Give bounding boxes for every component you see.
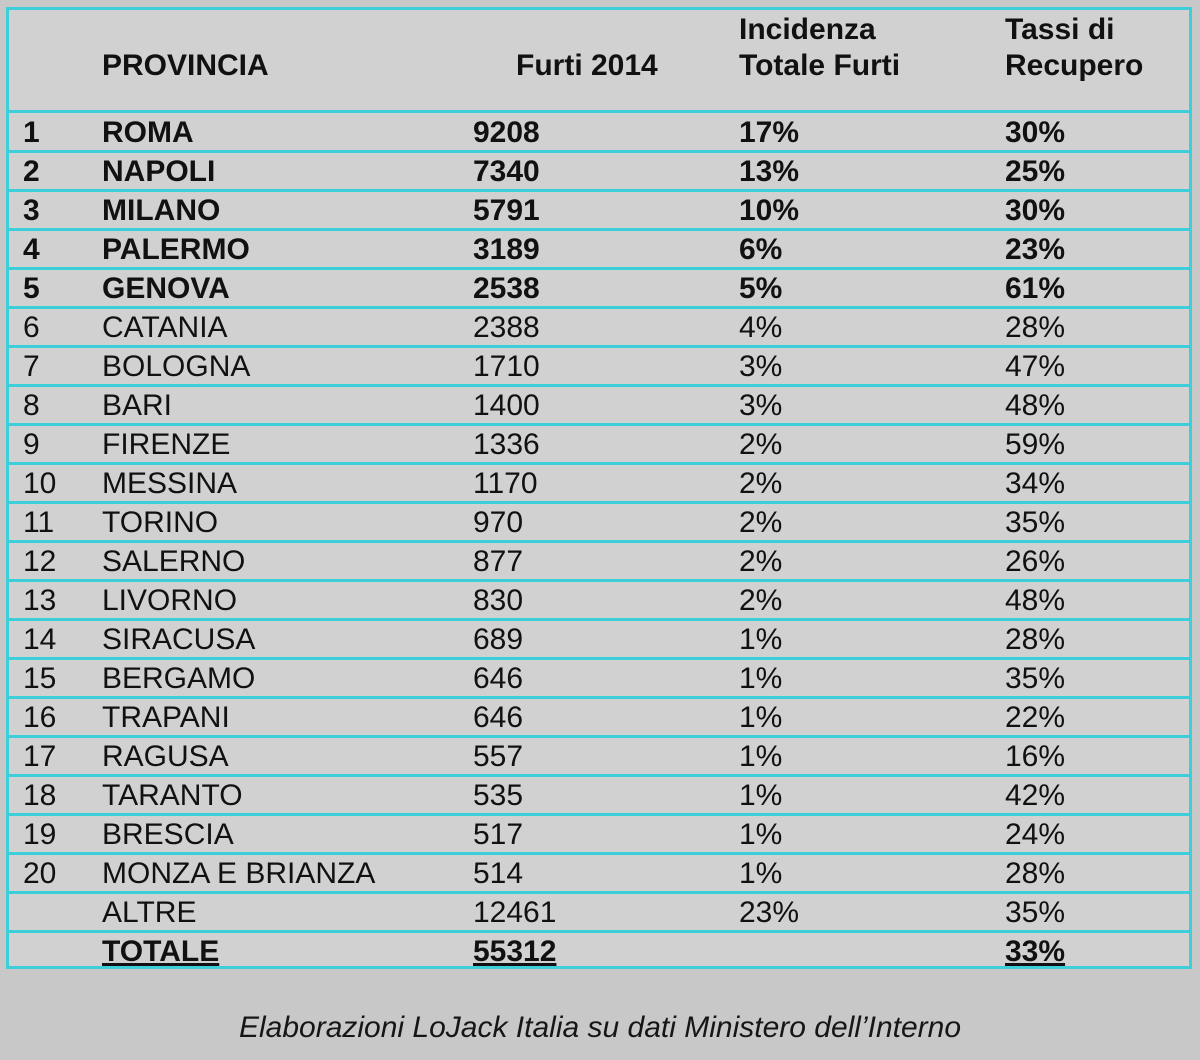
provincia-cell: BOLOGNA [102, 350, 251, 383]
rank-cell: 15 [23, 662, 57, 695]
recupero-cell: 23% [1005, 233, 1066, 266]
recupero-cell: 42% [1005, 779, 1066, 812]
total-row [9, 933, 1189, 972]
provincia-cell: GENOVA [102, 272, 230, 305]
furti-cell: 877 [473, 545, 524, 578]
provincia-cell: BARI [102, 389, 173, 422]
recupero-cell: 22% [1005, 701, 1066, 734]
furti-cell: 557 [473, 740, 524, 773]
provincia-cell: LIVORNO [102, 584, 238, 617]
incidenza-cell: 4% [739, 311, 783, 344]
rank-cell: 19 [23, 818, 57, 851]
incidenza-cell: 17% [739, 116, 800, 149]
provincia-cell: ALTRE [102, 896, 197, 929]
table-row [9, 894, 1189, 933]
rank-cell: 6 [23, 311, 40, 344]
incidenza-cell: 1% [739, 857, 783, 890]
furti-cell: 5791 [473, 194, 540, 227]
recupero-cell: 24% [1005, 818, 1066, 851]
rank-cell: 10 [23, 467, 57, 500]
incidenza-cell: 2% [739, 545, 783, 578]
furti-cell: 646 [473, 701, 524, 734]
table-header [9, 10, 1189, 113]
provincia-cell: MILANO [102, 194, 221, 227]
table-row [9, 192, 1189, 231]
furti-cell: 646 [473, 662, 524, 695]
table-row [9, 270, 1189, 309]
provincia-cell: RAGUSA [102, 740, 229, 773]
furti-cell: 2388 [473, 311, 540, 344]
furti-cell: 535 [473, 779, 524, 812]
recupero-cell: 48% [1005, 389, 1066, 422]
table-row [9, 153, 1189, 192]
incidenza-cell: 3% [739, 389, 783, 422]
table-row [9, 231, 1189, 270]
incidenza-cell: 2% [739, 506, 783, 539]
recupero-cell: 28% [1005, 857, 1066, 890]
recupero-cell: 30% [1005, 116, 1066, 149]
recupero-cell: 35% [1005, 896, 1066, 929]
table-row [9, 699, 1189, 738]
rank-cell: 8 [23, 389, 40, 422]
furti-cell: 9208 [473, 116, 540, 149]
table-row [9, 465, 1189, 504]
furti-cell: 2538 [473, 272, 540, 305]
incidenza-cell: 1% [739, 779, 783, 812]
table-row [9, 543, 1189, 582]
furti-cell: 517 [473, 818, 524, 851]
table-row [9, 738, 1189, 777]
incidenza-cell: 3% [739, 350, 783, 383]
provincia-cell: CATANIA [102, 311, 228, 344]
recupero-cell: 28% [1005, 311, 1066, 344]
table-body [9, 114, 1189, 972]
rank-cell: 3 [23, 194, 40, 227]
table-row [9, 816, 1189, 855]
provincia-cell: BERGAMO [102, 662, 256, 695]
theft-table [6, 7, 1192, 969]
rank-cell: 1 [23, 116, 40, 149]
incidenza-cell: 5% [739, 272, 783, 305]
provincia-cell: NAPOLI [102, 155, 216, 188]
rank-cell: 4 [23, 233, 40, 266]
rank-cell: 20 [23, 857, 57, 890]
furti-cell: 1710 [473, 350, 540, 383]
rank-cell: 5 [23, 272, 40, 305]
incidenza-cell: 1% [739, 701, 783, 734]
furti-cell: 12461 [473, 896, 557, 929]
table-row [9, 426, 1189, 465]
header-incidenza-line-1: Incidenza [739, 13, 876, 46]
provincia-cell: TRAPANI [102, 701, 230, 734]
incidenza-cell: 2% [739, 467, 783, 500]
furti-cell: 3189 [473, 233, 540, 266]
provincia-cell: SALERNO [102, 545, 246, 578]
furti-cell: 514 [473, 857, 524, 890]
table-row [9, 114, 1189, 153]
table-row [9, 348, 1189, 387]
source-caption: Elaborazioni LoJack Italia su dati Ministero dell’Interno [238, 1011, 962, 1044]
rank-cell: 17 [23, 740, 57, 773]
table-row [9, 621, 1189, 660]
recupero-cell: 30% [1005, 194, 1066, 227]
header-tassi-line-2: Recupero [1005, 49, 1144, 82]
incidenza-cell: 1% [739, 818, 783, 851]
header-incidenza [739, 12, 900, 84]
recupero-cell: 16% [1005, 740, 1066, 773]
incidenza-cell: 23% [739, 896, 800, 929]
recupero-cell: 25% [1005, 155, 1066, 188]
furti-cell: 830 [473, 584, 524, 617]
header-provincia: PROVINCIA [102, 49, 269, 82]
header-tassi-line-1: Tassi di [1005, 13, 1115, 46]
table-row [9, 387, 1189, 426]
total-label: TOTALE [102, 935, 220, 968]
header-furti-2014: Furti 2014 [516, 49, 658, 82]
furti-cell: 689 [473, 623, 524, 656]
provincia-cell: SIRACUSA [102, 623, 256, 656]
rank-cell: 12 [23, 545, 57, 578]
recupero-cell: 28% [1005, 623, 1066, 656]
provincia-cell: MONZA E BRIANZA [102, 857, 376, 890]
provincia-cell: FIRENZE [102, 428, 231, 461]
furti-cell: 7340 [473, 155, 540, 188]
provincia-cell: BRESCIA [102, 818, 234, 851]
header-tassi-recupero [1005, 12, 1143, 84]
recupero-cell: 48% [1005, 584, 1066, 617]
incidenza-cell: 2% [739, 584, 783, 617]
incidenza-cell: 1% [739, 623, 783, 656]
table-row [9, 582, 1189, 621]
provincia-cell: TORINO [102, 506, 219, 539]
provincia-cell: TARANTO [102, 779, 243, 812]
provincia-cell: PALERMO [102, 233, 250, 266]
furti-cell: 1336 [473, 428, 540, 461]
incidenza-cell: 6% [739, 233, 783, 266]
provincia-cell: MESSINA [102, 467, 238, 500]
recupero-cell: 59% [1005, 428, 1066, 461]
recupero-cell: 47% [1005, 350, 1066, 383]
header-incidenza-line-2: Totale Furti [739, 49, 901, 82]
rank-cell: 2 [23, 155, 40, 188]
recupero-cell: 34% [1005, 467, 1066, 500]
table-row [9, 855, 1189, 894]
recupero-cell: 35% [1005, 506, 1066, 539]
recupero-cell: 26% [1005, 545, 1066, 578]
furti-cell: 1400 [473, 389, 540, 422]
incidenza-cell: 13% [739, 155, 800, 188]
rank-cell: 9 [23, 428, 40, 461]
table-row [9, 777, 1189, 816]
rank-cell: 14 [23, 623, 57, 656]
furti-cell: 1170 [473, 467, 538, 500]
rank-cell: 7 [23, 350, 40, 383]
recupero-cell: 61% [1005, 272, 1066, 305]
table-row [9, 660, 1189, 699]
table-row [9, 309, 1189, 348]
rank-cell: 11 [23, 506, 55, 539]
rank-cell: 13 [23, 584, 57, 617]
incidenza-cell: 1% [739, 740, 783, 773]
table-row [9, 504, 1189, 543]
rank-cell: 18 [23, 779, 57, 812]
recupero-cell: 35% [1005, 662, 1066, 695]
total-furti: 55312 [473, 935, 557, 968]
incidenza-cell: 2% [739, 428, 783, 461]
provincia-cell: ROMA [102, 116, 194, 149]
total-recupero: 33% [1005, 935, 1066, 968]
furti-cell: 970 [473, 506, 524, 539]
incidenza-cell: 10% [739, 194, 800, 227]
incidenza-cell: 1% [739, 662, 783, 695]
rank-cell: 16 [23, 701, 57, 734]
